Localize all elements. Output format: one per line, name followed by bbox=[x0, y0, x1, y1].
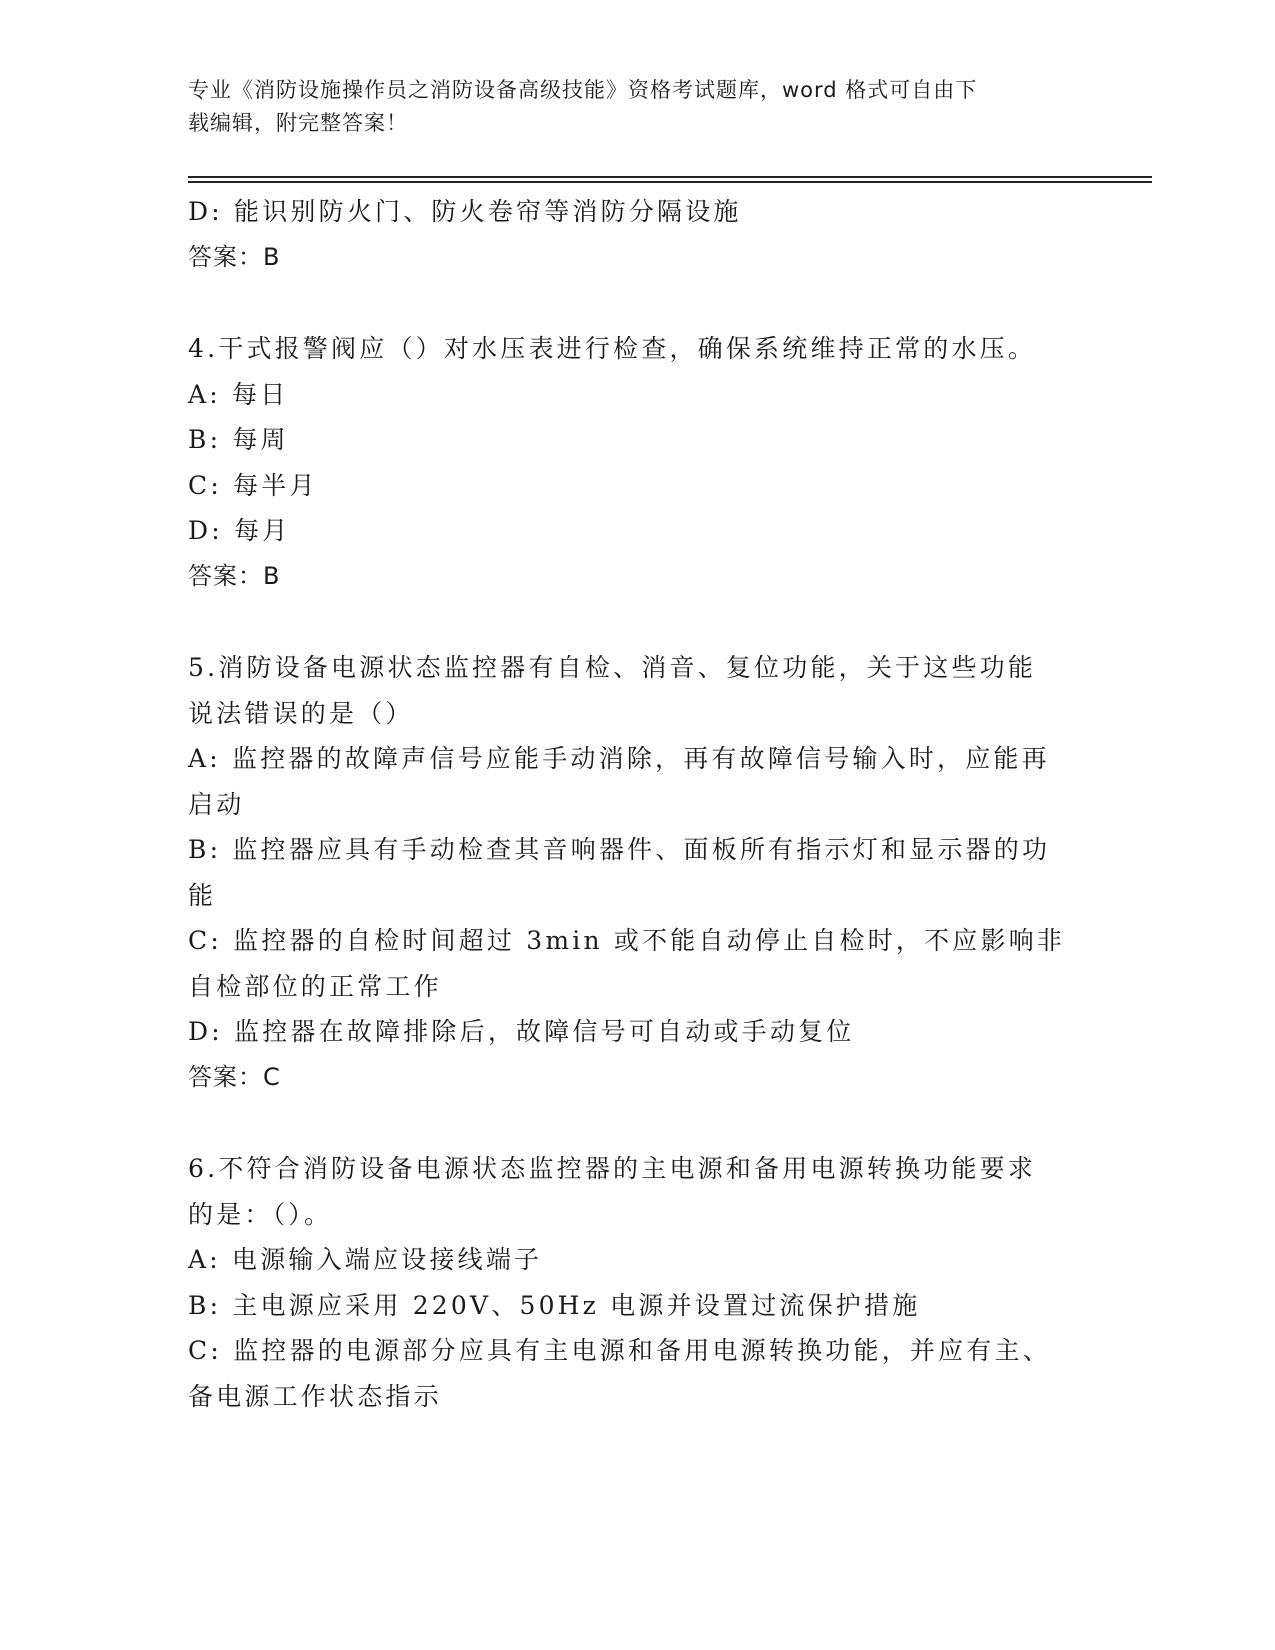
text-line: C: 每半月 bbox=[188, 470, 318, 500]
question-spacer bbox=[188, 280, 1088, 326]
text-line: 的是：（）。 bbox=[188, 1199, 333, 1229]
header-line-2: 载编辑，附完整答案！ bbox=[188, 111, 408, 135]
text-line: A: 监控器的故障声信号应能手动消除，再有故障信号输入时，应能再 bbox=[188, 744, 1050, 773]
question-spacer bbox=[188, 599, 1088, 645]
header-line-1: 专业《消防设施操作员之消防设备高级技能》资格考试题库，word 格式可自由下 bbox=[188, 78, 978, 102]
text-line: 自检部位的正常工作 bbox=[188, 971, 442, 1001]
text-line: D: 监控器在故障排除后，故障信号可自动或手动复位 bbox=[188, 1017, 855, 1046]
header-rule-top bbox=[188, 176, 1152, 178]
text-line: 6.不符合消防设备电源状态监控器的主电源和备用电源转换功能要求 bbox=[188, 1154, 1037, 1183]
text-line: 能 bbox=[188, 880, 217, 910]
question-spacer bbox=[188, 1100, 1088, 1146]
text-line: C: 监控器的电源部分应具有主电源和备用电源转换功能，并应有主、 bbox=[188, 1336, 1051, 1365]
text-line: B: 监控器应具有手动检查其音响器件、面板所有指示灯和显示器的功 bbox=[188, 835, 1051, 864]
header-rule-bottom bbox=[188, 181, 1152, 183]
text-line: 备电源工作状态指示 bbox=[188, 1381, 442, 1411]
text-line: 4.干式报警阀应（）对水压表进行检查，确保系统维持正常的水压。 bbox=[188, 334, 1037, 363]
question-list bbox=[188, 189, 1088, 1419]
answer-line: 答案：C bbox=[188, 1062, 281, 1091]
text-line: D: 能识别防火门、防火卷帘等消防分隔设施 bbox=[188, 197, 742, 226]
text-line: C: 监控器的自检时间超过 3min 或不能自动停止自检时，不应影响非 bbox=[188, 926, 1066, 955]
document-header bbox=[188, 74, 1068, 140]
text-line: 说法错误的是（） bbox=[188, 698, 414, 728]
text-line: D: 每月 bbox=[188, 516, 291, 545]
answer-line: 答案：B bbox=[188, 561, 281, 590]
answer-line: 答案：B bbox=[188, 242, 281, 271]
text-line: 启动 bbox=[188, 789, 245, 819]
text-line: 5.消防设备电源状态监控器有自检、消音、复位功能，关于这些功能 bbox=[188, 653, 1037, 682]
text-line: B: 每周 bbox=[188, 425, 289, 454]
text-line: A: 电源输入端应设接线端子 bbox=[188, 1245, 543, 1274]
text-line: B: 主电源应采用 220V、50Hz 电源并设置过流保护措施 bbox=[188, 1290, 921, 1320]
text-line: A: 每日 bbox=[188, 379, 289, 409]
